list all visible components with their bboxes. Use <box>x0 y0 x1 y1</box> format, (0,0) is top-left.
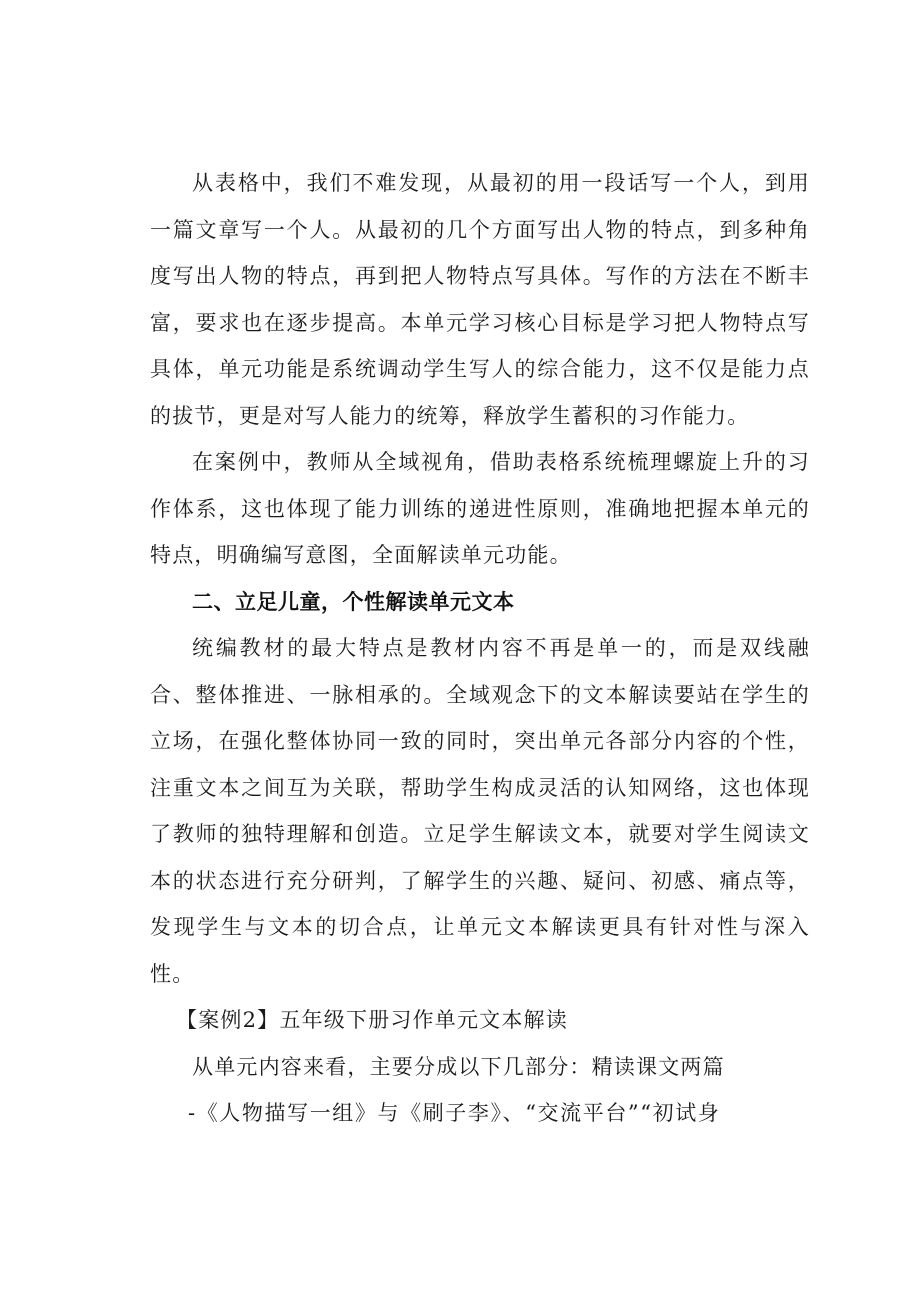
section-heading: 二、立足儿童，个性解读单元文本 <box>192 589 515 614</box>
body-line: 从单元内容来看，主要分成以下几部分：精读课文两篇 <box>192 1054 725 1079</box>
body-paragraph: 统编教材的最大特点是教材内容不再是单一的，而是双线融合、整体推进、一脉相承的。全域观念下的文本解读要站在学生的立场，在强化整体协同一致的同时，突出单元各部分内容的个性，注重文本之间互为关联，帮助学生构成灵活的认知网络，这也体现了教师的独特理解和创造。立足学生解读文本，就要对学生阅读文本的状态进行充分研判，了解学生的兴趣、疑问、初感、痛点等，发现学生与文本的切合点，让单元文本解读更具有针对性与深入性。 <box>150 636 810 986</box>
body-line: -《人物描写一组》与《刷子李》、“交流平台”“初试身 <box>188 1101 721 1125</box>
case-title: 【案例2】五年级下册习作单元文本解读 <box>176 1008 568 1032</box>
document-page <box>150 160 810 1137</box>
body-paragraph: 在案例中，教师从全域视角，借助表格系统梳理螺旋上升的习作体系，这也体现了能力训练的递进性原则，准确地把握本单元的特点，明确编写意图，全面解读单元功能。 <box>150 450 810 567</box>
body-paragraph: 从表格中，我们不难发现，从最初的用一段话写一个人，到用一篇文章写一个人。从最初的几个方面写出人物的特点，到多种角度写出人物的特点，再到把人物特点写具体。写作的方法在不断丰富，要求也在逐步提高。本单元学习核心目标是学习把人物特点写具体，单元功能是系统调动学生写人的综合能力，这不仅是能力点的拔节，更是对写人能力的统筹，释放学生蓄积的习作能力。 <box>150 171 810 428</box>
